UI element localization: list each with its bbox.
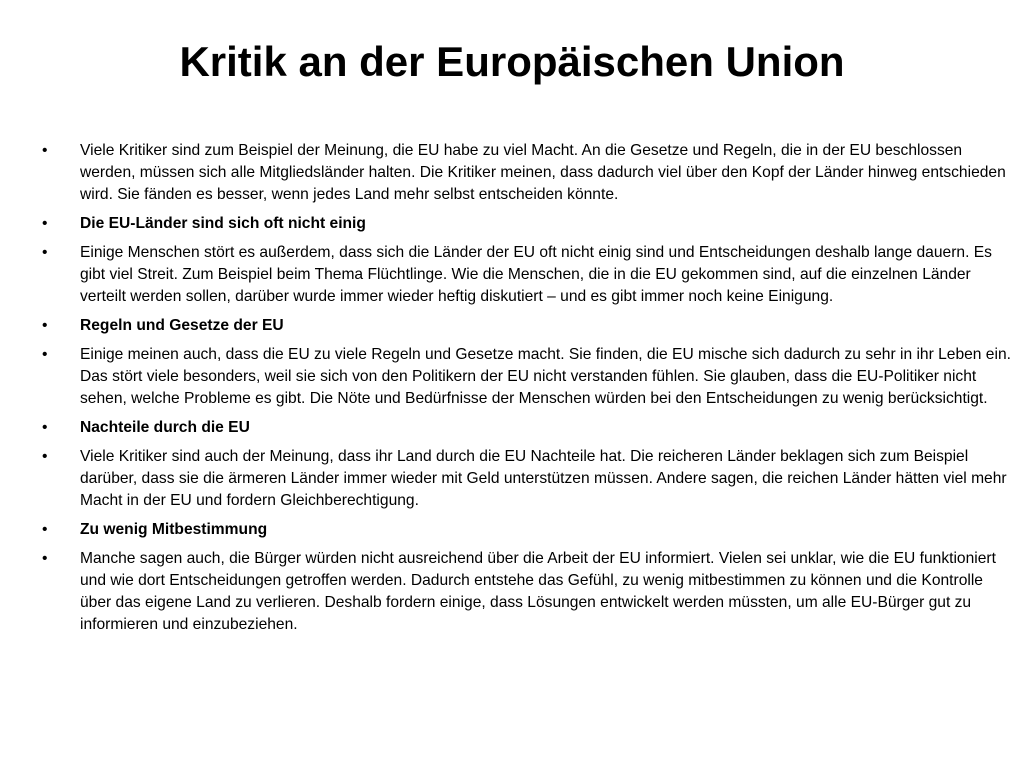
list-item xyxy=(40,446,1012,512)
list-item xyxy=(40,548,1012,636)
bullet-icon: • xyxy=(42,521,48,538)
list-item xyxy=(40,242,1012,308)
list-item xyxy=(40,417,1012,439)
bullet-icon: • xyxy=(42,317,48,334)
bullet-icon: • xyxy=(42,419,48,436)
bullet-text: Viele Kritiker sind auch der Meinung, dass ihr Land durch die EU Nachteile hat. Die reicheren Länder beklagen sich zum Beispiel darüber, dass sie die ärmeren Länder immer wieder mit Geld unterstützen müssen. Andere sagen, die reichen Länder hätten viel mehr Macht in der EU und fordern Gleichberechtigung. xyxy=(80,448,1007,509)
bullet-text: Einige meinen auch, dass die EU zu viele Regeln und Gesetze macht. Sie finden, die EU mische sich dadurch zu sehr in ihr Leben ein. Das stört viele besonders, weil sie sich von den Politikern der EU nicht verstanden fühlen. Sie glauben, dass die EU-Politiker nicht sehen, welche Probleme es gibt. Die Nöte und Bedürfnisse der Menschen würden bei den Entscheidungen zu wenig berücksichtigt. xyxy=(80,346,1011,407)
bullet-icon: • xyxy=(42,215,48,232)
list-item xyxy=(40,213,1012,235)
bullet-icon: • xyxy=(42,142,48,159)
bullet-icon: • xyxy=(42,346,48,363)
bullet-icon: • xyxy=(42,550,48,567)
list-item xyxy=(40,519,1012,541)
bullet-text: Einige Menschen stört es außerdem, dass sich die Länder der EU oft nicht einig sind und Entscheidungen deshalb lange dauern. Es gibt viel Streit. Zum Beispiel beim Thema Flüchtlinge. Wie die Menschen, die in die EU gekommen sind, auf die einzelnen Länder verteilt werden sollen, darüber wurde immer wieder heftig diskutiert – und es gibt immer noch keine Einigung. xyxy=(80,244,992,305)
section-heading: Die EU-Länder sind sich oft nicht einig xyxy=(80,215,366,232)
section-heading: Zu wenig Mitbestimmung xyxy=(80,521,268,538)
bullet-text: Manche sagen auch, die Bürger würden nicht ausreichend über die Arbeit der EU informiert. Vielen sei unklar, wie die EU funktioniert und wie dort Entscheidungen getroffen werden. Dadurch entstehe das Gefühl, zu wenig mitbestimmen zu können und die Kontrolle über das eigene Land zu verlieren. Deshalb fordern einige, dass Lösungen entwickelt werden müssten, um alle EU-Bürger gut zu informieren und einzubeziehen. xyxy=(80,550,996,633)
section-heading: Nachteile durch die EU xyxy=(80,419,250,436)
list-item xyxy=(40,344,1012,410)
list-item xyxy=(40,315,1012,337)
section-heading: Regeln und Gesetze der EU xyxy=(80,317,284,334)
list-item xyxy=(40,140,1012,206)
bullet-icon: • xyxy=(42,448,48,465)
bullet-icon: • xyxy=(42,244,48,261)
bullet-text: Viele Kritiker sind zum Beispiel der Meinung, die EU habe zu viel Macht. An die Gesetze und Regeln, die in der EU beschlossen werden, müssen sich alle Mitgliedsländer halten. Die Kritiker meinen, dass dadurch viel über den Kopf der Länder hinweg entschieden wird. Sie fänden es besser, wenn jedes Land mehr selbst entscheiden könnte. xyxy=(80,142,1006,203)
bullet-list xyxy=(40,140,1012,643)
slide-title: Kritik an der Europäischen Union xyxy=(179,38,845,86)
